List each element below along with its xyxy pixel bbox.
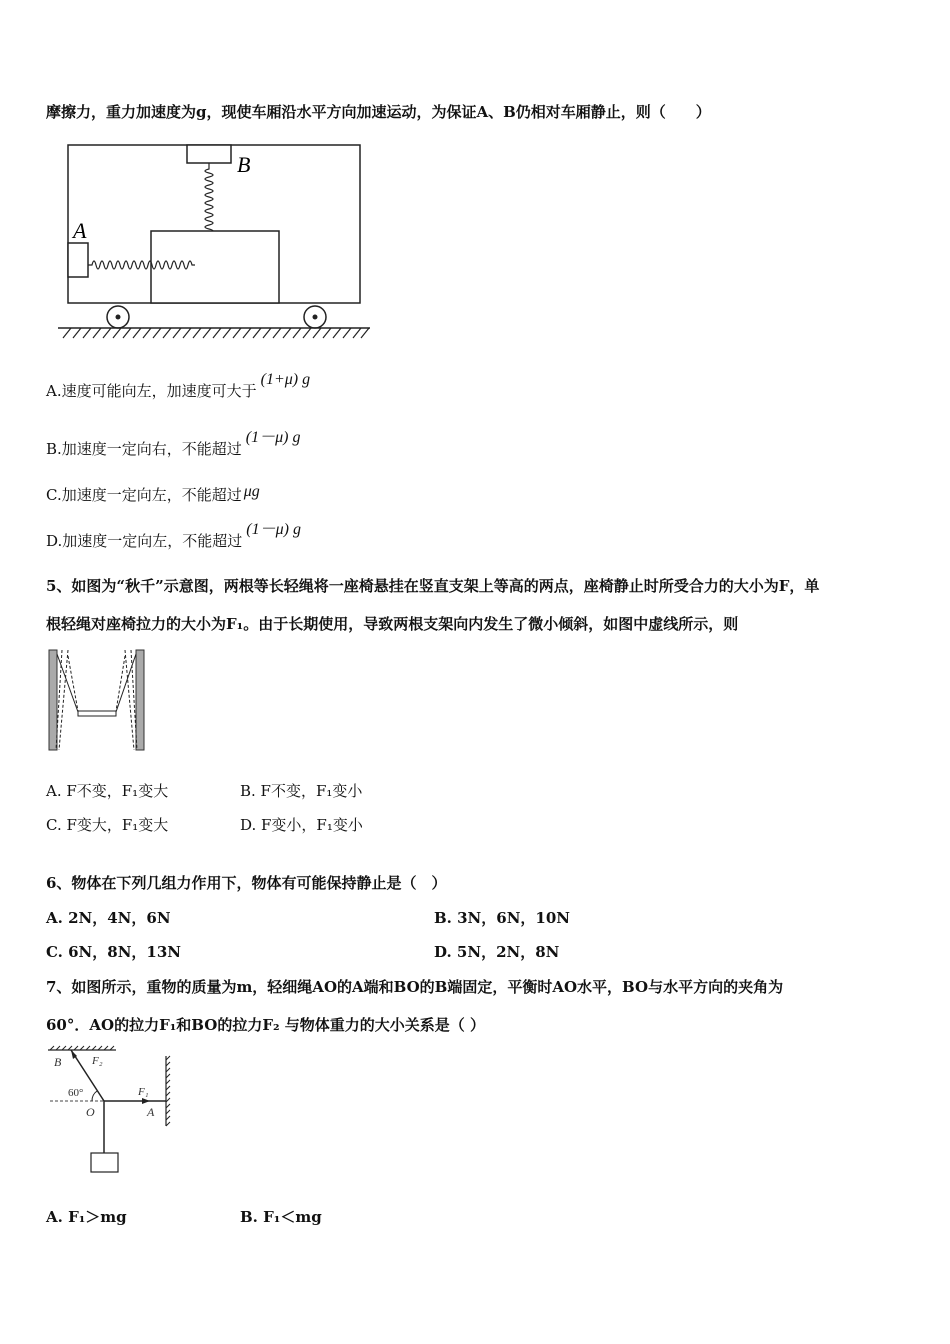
label-O: O	[86, 1105, 95, 1119]
q7-option-a[interactable]: A. F₁＞mg	[46, 1208, 127, 1226]
figure-force-diagram	[46, 1046, 176, 1176]
q4-option-b-text: B.加速度一定向右，不能超过	[46, 440, 242, 458]
q5-option-b[interactable]: B. F不变，F₁变小	[240, 782, 363, 800]
label-F2: F₂	[92, 1055, 103, 1067]
q4-option-c[interactable]	[46, 485, 260, 506]
q4-option-c-expr: μg	[243, 483, 260, 500]
q7-stem-line2: 60°．AO的拉力F₁和BO的拉力F₂ 与物体重力的大小关系是（ ）	[46, 1016, 485, 1034]
q6-option-a[interactable]: A. 2N，4N，6N	[46, 909, 171, 927]
q4-option-b-expr: (1－μ) g	[245, 429, 301, 446]
q5-option-a[interactable]: A. F不变，F₁变大	[46, 782, 169, 800]
q4-option-a-expr: (1+μ) g	[260, 371, 311, 388]
q4-option-a-text: A.速度可能向左，加速度可大于	[46, 382, 257, 400]
label-angle: 60°	[68, 1087, 84, 1099]
q4-option-d-text: D.加速度一定向左，不能超过	[46, 532, 243, 550]
intro-text: 摩擦力，重力加速度为g，现使车厢沿水平方向加速运动，为保证A、B仍相对车厢静止，则（ ）	[46, 103, 711, 121]
label-A: A	[147, 1105, 155, 1119]
figure-car-springs	[55, 140, 375, 340]
q4-option-d-expr: (1－μ) g	[246, 521, 301, 538]
q5-stem-line1: 5、如图为“秋千”示意图，两根等长轻绳将一座椅悬挂在竖直支架上等高的两点，座椅静止时所受合力的大小为F，单	[46, 577, 820, 595]
figure-swing	[46, 648, 150, 754]
q4-option-a[interactable]	[46, 371, 311, 402]
q6-option-d[interactable]: D. 5N，2N，8N	[434, 943, 560, 961]
q4-option-d[interactable]	[46, 521, 301, 552]
label-B: B	[237, 152, 251, 177]
label-F1: F₁	[138, 1086, 149, 1098]
q6-option-b[interactable]: B. 3N，6N，10N	[434, 909, 571, 927]
label-B: B	[54, 1055, 62, 1069]
q4-option-b[interactable]	[46, 429, 301, 460]
q7-stem-line1: 7、如图所示，重物的质量为m，轻细绳AO的A端和BO的B端固定，平衡时AO水平，BO与水平方向的夹角为	[46, 978, 784, 996]
q5-option-d[interactable]: D. F变小，F₁变小	[240, 816, 363, 834]
q5-option-c[interactable]: C. F变大，F₁变大	[46, 816, 169, 834]
label-A: A	[73, 218, 87, 243]
q4-option-c-text: C.加速度一定向左，不能超过	[46, 486, 242, 504]
q5-stem-line2: 根轻绳对座椅拉力的大小为F₁。由于长期使用，导致两根支架向内发生了微小倾斜，如图中虚线所示，则	[46, 615, 739, 633]
q7-option-b[interactable]: B. F₁＜mg	[240, 1208, 322, 1226]
q6-stem: 6、物体在下列几组力作用下，物体有可能保持静止是（ ）	[46, 874, 447, 892]
q6-option-c[interactable]: C. 6N，8N，13N	[46, 943, 182, 961]
